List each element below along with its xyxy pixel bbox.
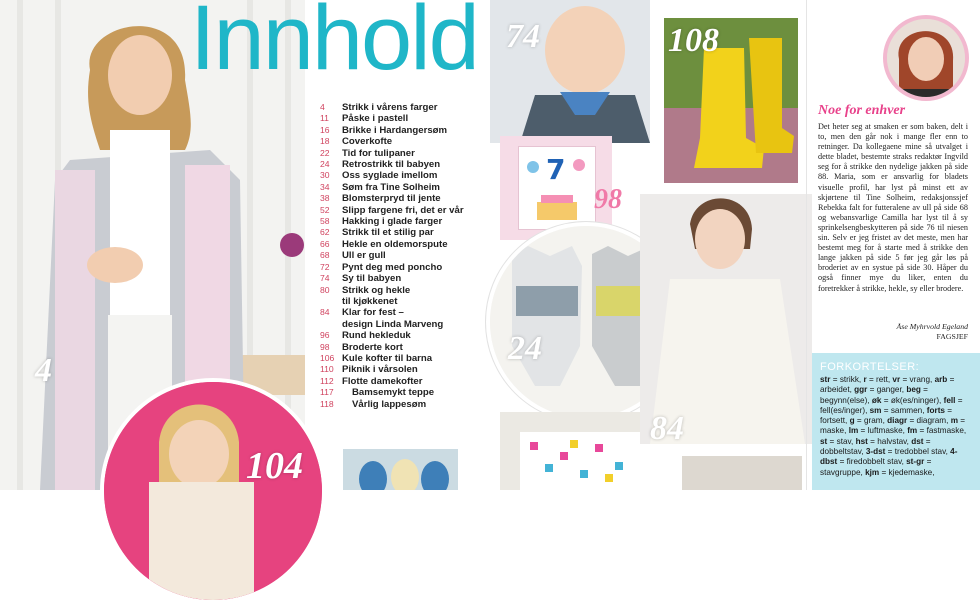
editorial-heading: Noe for enhver	[818, 103, 906, 118]
toc-row	[320, 102, 485, 113]
abbreviation-item: lm = luftmaske,	[848, 426, 908, 436]
toc-title: Brikke i Hardangersøm	[342, 124, 448, 136]
abbreviation-item: st-gr = stavgruppe,	[820, 457, 932, 477]
toc-page-number: 118	[320, 398, 334, 409]
toc-title: Strikk til et stilig par	[342, 227, 434, 239]
toc-title: til kjøkkenet	[342, 295, 398, 307]
abbreviation-value: fell(es/inger)	[820, 405, 866, 415]
abbreviation-value: vrang	[909, 375, 930, 384]
toc-title: Blomsterpryd til jente	[342, 193, 441, 205]
page-divider	[806, 0, 807, 490]
toc-row	[320, 296, 485, 307]
toc-row	[320, 136, 485, 147]
abbreviation-key: m	[950, 416, 958, 426]
abbreviation-key: vr	[892, 375, 901, 384]
abbreviation-item: dst = dobbeltstav,	[820, 436, 931, 457]
toc-row	[320, 330, 485, 341]
toc-row	[320, 239, 485, 250]
abbreviation-value: diagram	[916, 416, 947, 426]
abbreviation-key: kjm	[865, 467, 880, 477]
abbreviation-item: str = strikk,	[820, 375, 864, 384]
toc-page-number: 68	[320, 250, 330, 261]
pillow-illustration	[500, 412, 640, 490]
toc-title: Ull er gull	[342, 250, 386, 262]
page-number-girl: 104	[246, 445, 303, 487]
abbreviation-key: lm	[848, 426, 859, 436]
egg-cozy-illustration	[343, 449, 458, 490]
birthday-card-inner	[518, 146, 596, 230]
toc-row	[320, 376, 485, 387]
abbreviation-item: m = maske,	[820, 416, 966, 436]
abbreviation-key: fell	[943, 395, 956, 405]
toc-page-number: 66	[320, 238, 330, 249]
page-number-sweater: 84	[650, 410, 684, 447]
abbreviation-key: 3-dst	[865, 447, 886, 457]
abbreviation-key: arb	[934, 375, 948, 384]
toc-page-number: 62	[320, 227, 330, 238]
abbreviation-key: forts	[926, 405, 945, 415]
toc-title: Tid for tulipaner	[342, 147, 415, 159]
abbreviation-value: gram	[863, 416, 883, 426]
toc-row	[320, 170, 485, 181]
abbreviation-value: arbeidet	[820, 385, 850, 395]
sweater-illustration	[640, 194, 812, 444]
girl-photo	[100, 378, 326, 604]
abbreviation-item: g = gram,	[849, 416, 888, 426]
toc-title: Slipp fargene fri, det er vår	[342, 204, 464, 216]
toc-row	[320, 399, 485, 410]
toc-page-number: 58	[320, 216, 330, 227]
abbreviation-key: hst	[855, 436, 868, 446]
abbreviation-value: stav	[836, 436, 852, 446]
toc-title: Hakking i glade farger	[342, 216, 443, 228]
toc-row	[320, 307, 485, 318]
abbreviation-item: diagr = diagram,	[887, 416, 951, 426]
abbreviation-value: strikk	[839, 375, 859, 384]
toc-page-number	[320, 319, 342, 330]
abbreviation-key: dst	[911, 436, 924, 446]
toc-page-number: 80	[320, 284, 330, 295]
toc-row	[320, 319, 485, 330]
toc-row	[320, 182, 485, 193]
toc-page-number	[320, 296, 342, 307]
abbreviation-value: luftmaske	[867, 426, 903, 436]
table-of-contents	[320, 102, 485, 410]
toc-row	[320, 193, 485, 204]
abbreviation-item: øk = øk(es/ninger),	[871, 395, 944, 405]
abbreviation-key: sm	[869, 405, 882, 415]
page-number-boots: 108	[668, 22, 719, 59]
pillow-photo	[500, 412, 640, 490]
toc-title: Strikk og hekle	[342, 284, 411, 296]
abbreviation-item: arb = arbeidet,	[820, 375, 955, 395]
abbreviation-key: r	[863, 375, 867, 384]
toc-title: Kule kofter til barna	[342, 352, 433, 364]
toc-page-number: 112	[320, 375, 334, 386]
toc-page-number: 117	[320, 387, 334, 398]
abbreviation-item: vr = vrang,	[892, 375, 935, 384]
abbreviation-value: fortsett	[820, 416, 846, 426]
abbreviation-key: st	[820, 436, 828, 446]
abbreviation-key: fm	[907, 426, 918, 436]
toc-title: Oss syglade imellom	[342, 170, 438, 182]
toc-page-number: 24	[320, 159, 330, 170]
girl-illustration	[104, 382, 322, 600]
signature-role: FAGSJEF	[936, 332, 968, 341]
toc-title: Pynt deg med poncho	[342, 261, 443, 273]
toc-row	[320, 159, 485, 170]
toc-title: Rund hekleduk	[342, 330, 411, 342]
abbreviation-key: beg	[906, 385, 921, 395]
abbreviation-item: fell = fell(es/inger),	[820, 395, 963, 415]
abbreviation-value: firedobbelt stav	[846, 457, 902, 467]
page-number-onesies: 24	[508, 330, 542, 367]
abbreviation-item: 4-dbst = firedobbelt stav,	[820, 447, 958, 467]
abbreviation-key: 4-dbst	[820, 447, 958, 467]
abbreviation-item: 3-dst = tredobbel stav,	[865, 447, 951, 457]
toc-row	[320, 250, 485, 261]
abbreviation-key: str	[820, 375, 831, 384]
toc-page-number: 72	[320, 261, 330, 272]
editor-portrait	[883, 15, 969, 101]
toc-row	[320, 113, 485, 124]
toc-row	[320, 262, 485, 273]
toc-page-number: 18	[320, 136, 330, 147]
abbreviation-value: halvstav	[877, 436, 907, 446]
toc-title: Hekle en oldemorspute	[342, 238, 448, 250]
toc-page-number: 4	[320, 102, 325, 112]
toc-title: Vårlig lappesøm	[352, 398, 427, 410]
editorial-signature	[818, 322, 968, 342]
sweater-photo	[640, 194, 812, 444]
abbreviation-key: st-gr	[906, 457, 925, 467]
toc-page-number: 110	[320, 364, 334, 375]
abbreviation-key: øk	[871, 395, 882, 405]
abbreviations-list	[812, 375, 980, 478]
toc-page-number: 106	[320, 352, 335, 363]
toc-title: Bamsemykt teppe	[352, 387, 435, 399]
toc-title: Strikk i vårens farger	[342, 102, 438, 113]
abbreviation-item: fm = fastmaske,	[907, 426, 967, 436]
toc-title: Sy til babyen	[342, 273, 402, 285]
toc-row	[320, 342, 485, 353]
toc-row	[320, 387, 485, 398]
toc-page-number: 34	[320, 181, 330, 192]
abbreviation-key: g	[849, 416, 855, 426]
toc-page-number: 11	[320, 113, 329, 124]
toc-title: Broderte kort	[342, 341, 403, 353]
abbreviation-value: maske	[820, 426, 845, 436]
toc-page-number: 30	[320, 170, 330, 181]
toc-page-number: 16	[320, 124, 330, 135]
toc-title: Søm fra Tine Solheim	[342, 181, 440, 193]
page-number-card: 98	[594, 184, 622, 215]
page-title: Innhold	[190, 0, 478, 89]
toc-row	[320, 125, 485, 136]
card-number: 7	[546, 153, 566, 186]
toc-row	[320, 205, 485, 216]
abbreviation-value: tredobbel stav	[894, 447, 946, 457]
abbreviation-item: ggr = ganger,	[854, 385, 907, 395]
toc-row	[320, 148, 485, 159]
toc-title: Coverkofte	[342, 136, 393, 148]
abbreviation-item: st = stav,	[820, 436, 856, 446]
toc-row	[320, 227, 485, 238]
abbreviation-value: begynn(else)	[820, 395, 868, 405]
toc-row	[320, 353, 485, 364]
toc-title: Flotte damekofter	[342, 375, 423, 387]
toc-row	[320, 364, 485, 375]
abbreviation-value: kjedemaske	[888, 467, 933, 477]
abbreviation-item: hst = halvstav,	[855, 436, 912, 446]
toc-row	[320, 285, 485, 296]
toc-page-number: 52	[320, 204, 330, 215]
page-number-baby: 74	[506, 18, 540, 55]
abbreviation-item: beg = begynn(else),	[820, 385, 928, 405]
abbreviations-heading: FORKORTELSER:	[820, 361, 920, 373]
abbreviation-value: stavgruppe	[820, 467, 861, 477]
egg-cozy-photo	[343, 449, 458, 490]
toc-page-number: 22	[320, 147, 330, 158]
toc-title: Klar for fest –	[342, 307, 404, 319]
toc-row	[320, 216, 485, 227]
abbreviation-value: fastmaske	[926, 426, 964, 436]
abbreviation-value: rett	[876, 375, 888, 384]
abbreviations-box	[812, 353, 980, 490]
toc-page-number: 96	[320, 330, 330, 341]
textile-photo	[682, 456, 802, 490]
toc-title: Retrostrikk til babyen	[342, 159, 441, 171]
abbreviation-value: øk(es/ninger)	[890, 395, 940, 405]
abbreviation-item: forts = fortsett,	[820, 405, 953, 426]
abbreviation-value: ganger	[876, 385, 902, 395]
toc-row	[320, 273, 485, 284]
editor-illustration	[887, 19, 965, 97]
abbreviation-item: kjm = kjedemaske,	[865, 467, 935, 477]
abbreviation-value: sammen	[890, 405, 923, 415]
abbreviation-key: ggr	[854, 385, 868, 395]
signature-name: Åse Myhrvold Egeland	[896, 322, 968, 331]
toc-title: Piknik i vårsolen	[342, 364, 418, 376]
toc-page-number: 74	[320, 273, 330, 284]
toc-page-number: 98	[320, 341, 330, 352]
abbreviation-key: diagr	[887, 416, 908, 426]
editorial-body: Det heter seg at smaken er som baken, delt i to, men den går nok i mange fler enn to retninger. Da kollegaene mine så utvalget i dette bladet, bestemte straks redaktør Ingvild seg for å strikke den nydelige jakken på side 88. Maria, som er ansvarlig for bladets visuelle profil, har lyst på minst ett av skjørtene til Tine Solheim, redaksjonssjef Rebekka falt for futteralene av ull på side 68 og webansvarlige Camilla har lyst til å sy sprinkelsengbeskytteren på side 76 til niesen sin. Selv er jeg fristet av det meste, men har bestemt meg for å starte med å strikke den lange jakken på side 5 før jeg går løs på broderiet av en systue på side 30. Håper du også finner mye du liker, enten du foretrekker å strikke, hekle, sy eller brodere.	[818, 122, 968, 293]
toc-title: design Linda Marveng	[342, 318, 444, 330]
toc-title: Påske i pastell	[342, 113, 409, 125]
abbreviation-item: r = rett,	[863, 375, 893, 384]
abbreviation-value: dobbeltstav	[820, 447, 862, 457]
page-number-woman: 4	[35, 352, 52, 389]
abbreviation-item: sm = sammen,	[869, 405, 927, 415]
toc-page-number: 38	[320, 193, 330, 204]
toc-page-number: 84	[320, 307, 330, 318]
